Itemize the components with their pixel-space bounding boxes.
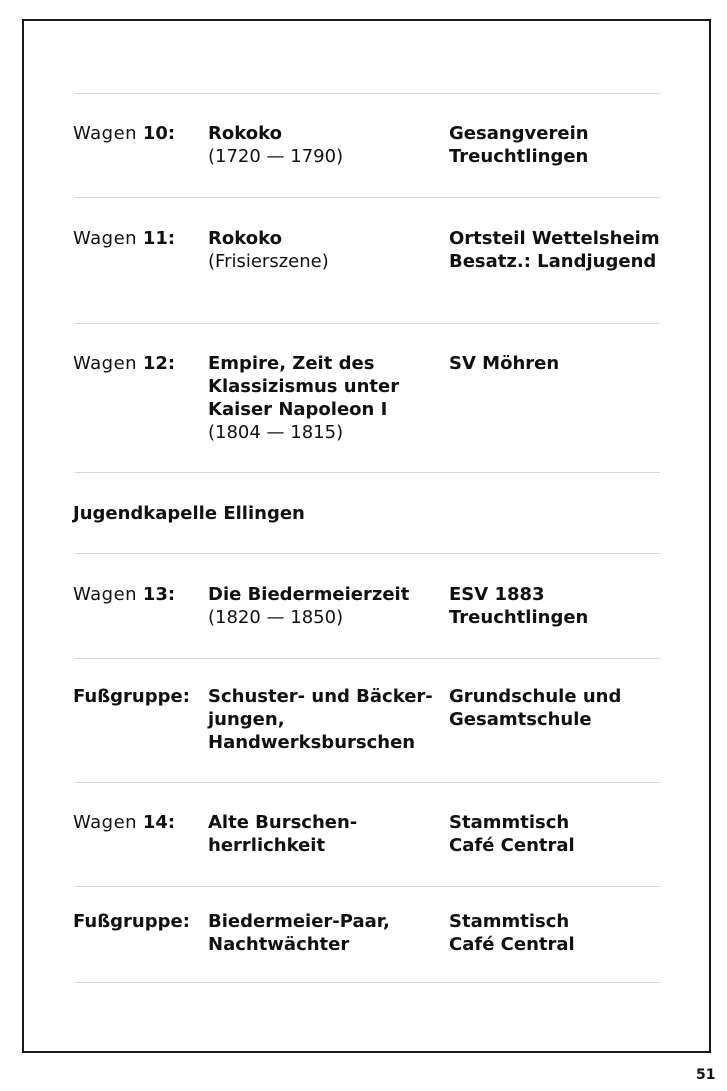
entry-description: Schuster- und Bäcker- jungen, Handwerksburschen [208,686,433,753]
entry-group: Gesangverein Treuchtlingen [449,123,589,167]
divider [75,982,660,983]
entry-label: Wagen 13: [73,584,176,605]
divider [75,197,660,198]
divider [75,658,660,659]
divider [75,553,660,554]
entry-label: Wagen 10: [73,123,176,144]
entry-label: Fußgruppe: [73,911,190,932]
entry-description: Die Biedermeierzeit (1820 — 1850) [208,584,410,628]
entry-label: Wagen 12: [73,353,176,374]
divider [75,93,660,94]
entry-group: Stammtisch Café Central [449,812,575,856]
entry-group: Stammtisch Café Central [449,911,575,955]
entry-label: Wagen 11: [73,228,176,249]
entry-description: Rokoko (1720 — 1790) [208,123,344,167]
entry-group: SV Möhren [449,353,560,374]
entry-description: Empire, Zeit des Klassizismus unter Kaiser Napoleon I (1804 — 1815) [208,353,400,443]
standalone-heading: Jugendkapelle Ellingen [73,503,305,524]
entry-description: Rokoko (Frisierszene) [208,228,329,272]
entry-label: Wagen 14: [73,812,176,833]
entry-label: Fußgruppe: [73,686,190,707]
divider [75,472,660,473]
divider [75,782,660,783]
entry-group: Grundschule und Gesamtschule [449,686,622,730]
entry-group: Ortsteil Wettelsheim Besatz.: Landjugend [449,228,660,272]
entry-group: ESV 1883 Treuchtlingen [449,584,589,628]
divider [75,886,660,887]
entry-description: Biedermeier-Paar, Nachtwächter [208,911,390,955]
divider [75,323,660,324]
page-frame [22,19,711,1053]
entry-description: Alte Burschen- herrlichkeit [208,812,358,856]
page-number: 51 [696,1067,716,1083]
